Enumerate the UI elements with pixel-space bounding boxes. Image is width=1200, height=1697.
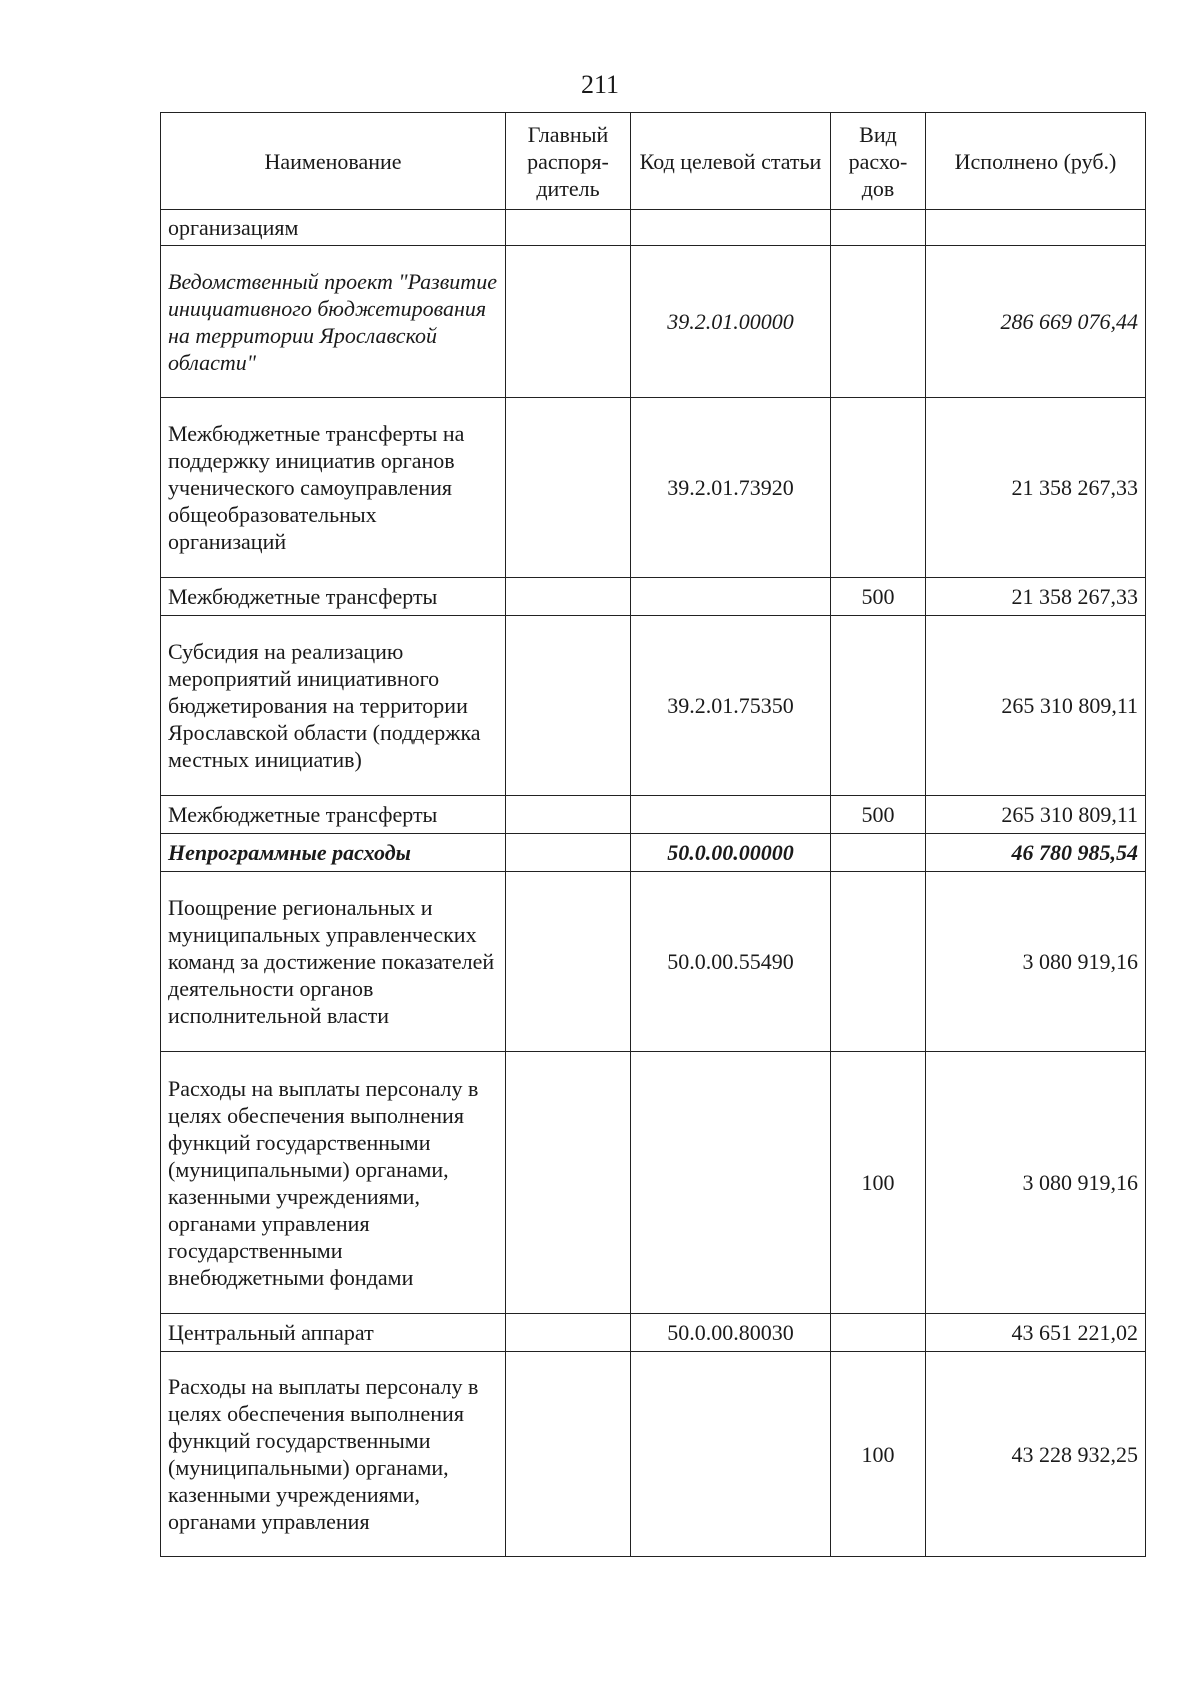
table-header-row — [161, 113, 1146, 210]
row-name: Межбюджетные трансферты — [161, 578, 506, 616]
row-code: 39.2.01.75350 — [631, 616, 831, 796]
row-type — [831, 1314, 926, 1352]
row-name: Расходы на выплаты персоналу в целях обеспечения выполнения функций государственными (муниципальными) органами, казенными учреждениями, органами управления — [161, 1352, 506, 1557]
row-amount: 286 669 076,44 — [926, 246, 1146, 398]
table-row — [161, 616, 1146, 796]
row-type — [831, 398, 926, 578]
row-amount: 43 228 932,25 — [926, 1352, 1146, 1557]
row-type — [831, 246, 926, 398]
row-code: 50.0.00.80030 — [631, 1314, 831, 1352]
header-code: Код целевой статьи — [631, 113, 831, 210]
table-row — [161, 1052, 1146, 1314]
row-amount: 21 358 267,33 — [926, 398, 1146, 578]
row-amount: 3 080 919,16 — [926, 872, 1146, 1052]
row-type: 100 — [831, 1352, 926, 1557]
table-row — [161, 398, 1146, 578]
row-distributor — [506, 398, 631, 578]
row-code — [631, 210, 831, 246]
row-amount: 43 651 221,02 — [926, 1314, 1146, 1352]
row-type — [831, 616, 926, 796]
row-name: Центральный аппарат — [161, 1314, 506, 1352]
row-distributor — [506, 578, 631, 616]
row-amount: 265 310 809,11 — [926, 796, 1146, 834]
table-row — [161, 834, 1146, 872]
row-amount: 21 358 267,33 — [926, 578, 1146, 616]
row-distributor — [506, 796, 631, 834]
row-code — [631, 1052, 831, 1314]
page-number: 211 — [580, 70, 620, 99]
row-name: Ведомственный проект "Развитие инициативного бюджетирования на территории Ярославской области" — [161, 246, 506, 398]
row-type — [831, 872, 926, 1052]
table-row — [161, 578, 1146, 616]
row-amount: 46 780 985,54 — [926, 834, 1146, 872]
row-distributor — [506, 210, 631, 246]
table-row — [161, 210, 1146, 246]
row-code: 39.2.01.73920 — [631, 398, 831, 578]
row-name: Межбюджетные трансферты — [161, 796, 506, 834]
header-name: Наименование — [161, 113, 506, 210]
row-distributor — [506, 834, 631, 872]
row-code: 50.0.00.00000 — [631, 834, 831, 872]
table-row — [161, 796, 1146, 834]
row-distributor — [506, 1052, 631, 1314]
row-type — [831, 834, 926, 872]
row-amount: 3 080 919,16 — [926, 1052, 1146, 1314]
table-row — [161, 872, 1146, 1052]
row-code: 50.0.00.55490 — [631, 872, 831, 1052]
budget-execution-table — [160, 112, 1146, 1557]
row-type: 500 — [831, 796, 926, 834]
header-amount: Исполнено (руб.) — [926, 113, 1146, 210]
row-type: 500 — [831, 578, 926, 616]
table-row — [161, 246, 1146, 398]
row-code — [631, 578, 831, 616]
row-name: Непрограммные расходы — [161, 834, 506, 872]
row-name: организациям — [161, 210, 506, 246]
row-code: 39.2.01.00000 — [631, 246, 831, 398]
row-distributor — [506, 1352, 631, 1557]
table-row — [161, 1352, 1146, 1557]
row-name: Поощрение региональных и муниципальных управленческих команд за достижение показателей деятельности органов исполнительной власти — [161, 872, 506, 1052]
table-row — [161, 1314, 1146, 1352]
row-amount — [926, 210, 1146, 246]
row-name: Расходы на выплаты персоналу в целях обеспечения выполнения функций государственными (муниципальными) органами, казенными учреждениями, органами управления государственными внебюджетными фондами — [161, 1052, 506, 1314]
row-type: 100 — [831, 1052, 926, 1314]
row-amount: 265 310 809,11 — [926, 616, 1146, 796]
header-distributor: Главный распоря-дитель — [506, 113, 631, 210]
row-distributor — [506, 1314, 631, 1352]
row-code — [631, 796, 831, 834]
row-distributor — [506, 872, 631, 1052]
header-type: Вид расхо-дов — [831, 113, 926, 210]
row-name: Субсидия на реализацию мероприятий инициативного бюджетирования на территории Ярославской области (поддержка местных инициатив) — [161, 616, 506, 796]
row-distributor — [506, 246, 631, 398]
row-type — [831, 210, 926, 246]
row-distributor — [506, 616, 631, 796]
row-name: Межбюджетные трансферты на поддержку инициатив органов ученического самоуправления общеобразовательных организаций — [161, 398, 506, 578]
row-code — [631, 1352, 831, 1557]
